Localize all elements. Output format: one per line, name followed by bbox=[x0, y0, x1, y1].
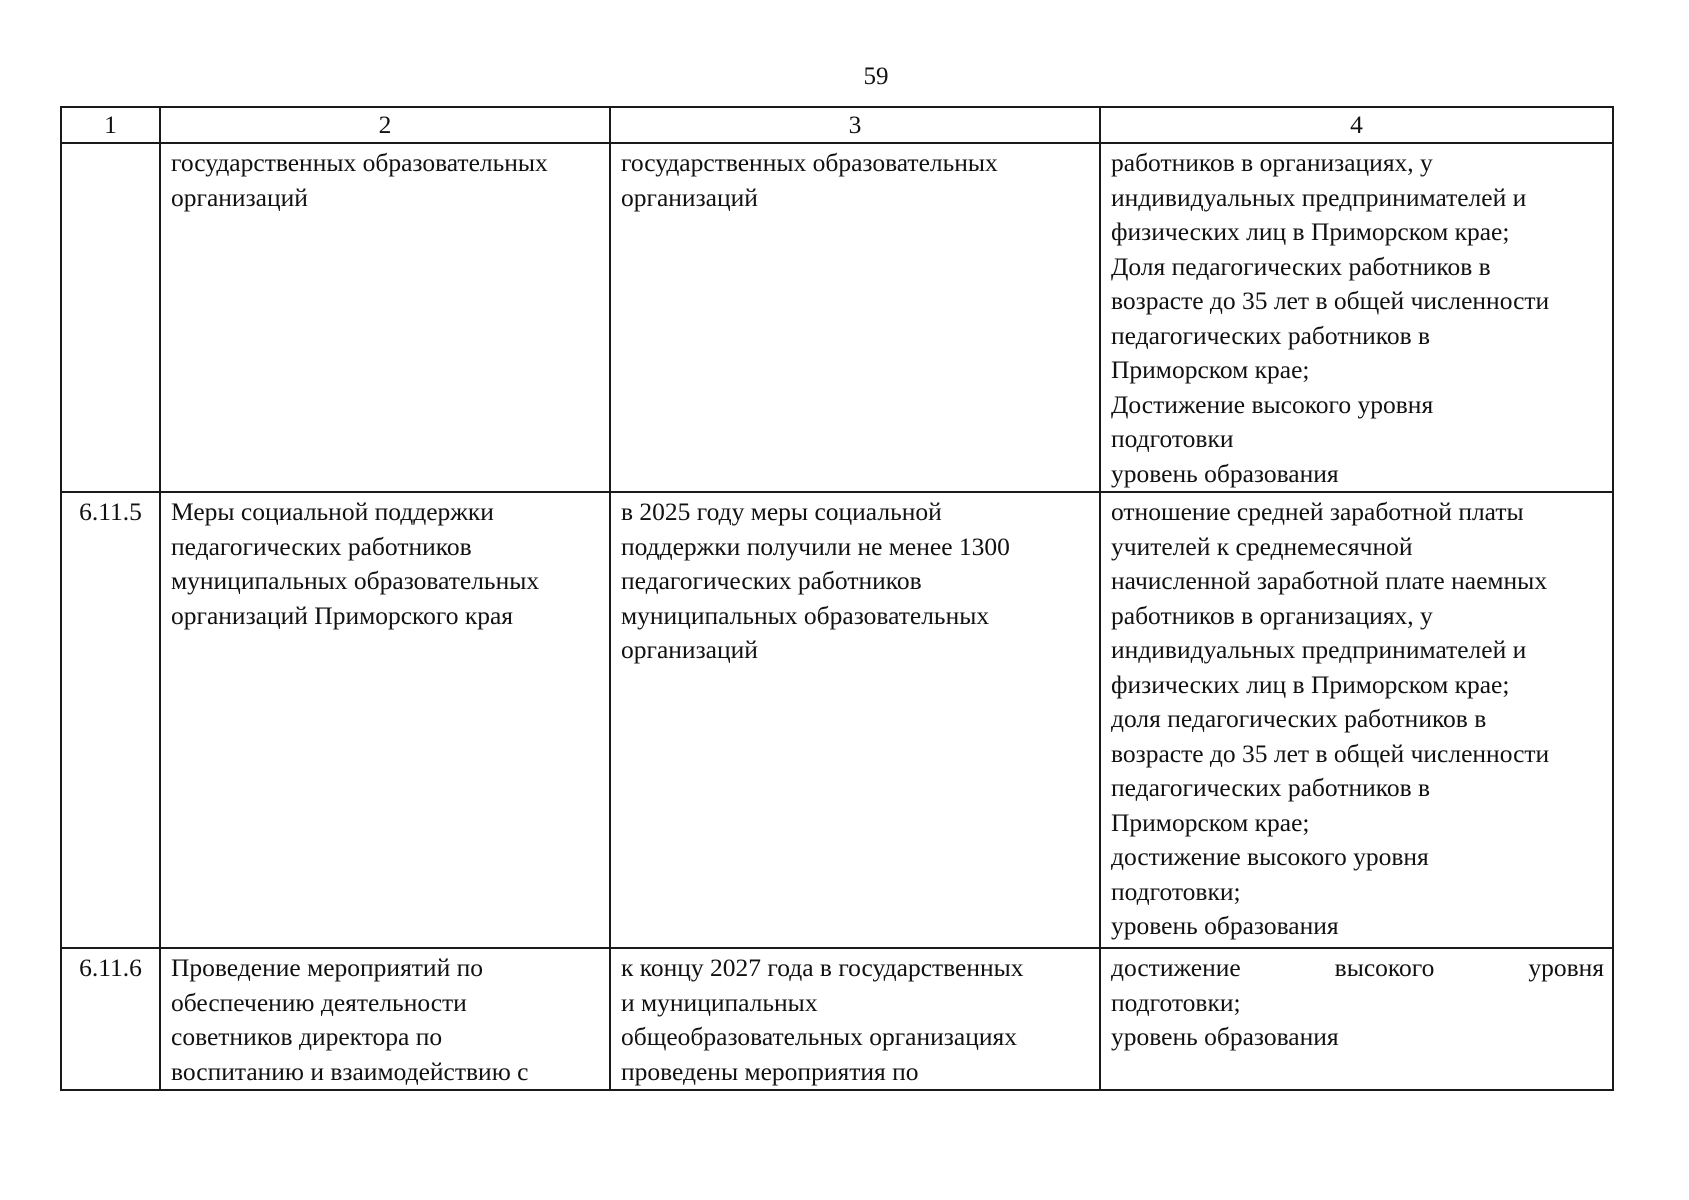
indicator-cell: работников в организациях, у индивидуальных предпринимателей и физических лиц в Приморском крае; Доля педагогических работников в возрасте до 35 лет в общей численности педагогических работников в Приморском крае; Достижение высокого уровня подготовки уровень образования bbox=[1100, 143, 1613, 492]
measure-name-cell: государственных образовательных организаций bbox=[160, 143, 610, 492]
table-header-row bbox=[61, 107, 1613, 143]
header-cell-3: 3 bbox=[610, 107, 1100, 143]
row-number-cell: 6.11.6 bbox=[61, 948, 160, 1090]
indicator-cell: отношение средней заработной платы учителей к среднемесячной начисленной заработной плате наемных работников в организациях, у индивидуальных предпринимателей и физических лиц в Приморском крае; доля педагогических работников в возрасте до 35 лет в общей численности педагогических работников в Приморском крае; достижение высокого уровня подготовки; уровень образования bbox=[1100, 492, 1613, 948]
header-cell-2: 2 bbox=[160, 107, 610, 143]
table-row bbox=[61, 948, 1613, 1090]
measure-name-cell: Меры социальной поддержки педагогических работников муниципальных образовательных организаций Приморского края bbox=[160, 492, 610, 948]
expected-result-cell: государственных образовательных организаций bbox=[610, 143, 1100, 492]
header-cell-4: 4 bbox=[1100, 107, 1613, 143]
page-number: 59 bbox=[863, 63, 889, 90]
measures-table bbox=[60, 106, 1614, 1091]
header-cell-1: 1 bbox=[61, 107, 160, 143]
indicator-cell: достижение высокого уровня подготовки; уровень образования bbox=[1100, 948, 1613, 1090]
expected-result-cell: в 2025 году меры социальной поддержки получили не менее 1300 педагогических работников муниципальных образовательных организаций bbox=[610, 492, 1100, 948]
row-number-cell: 6.11.5 bbox=[61, 492, 160, 948]
expected-result-cell: к концу 2027 года в государственных и муниципальных общеобразовательных организациях проведены мероприятия по bbox=[610, 948, 1100, 1090]
row-number-cell bbox=[61, 143, 160, 492]
table-row bbox=[61, 143, 1613, 492]
measure-name-cell: Проведение мероприятий по обеспечению деятельности советников директора по воспитанию и взаимодействию с bbox=[160, 948, 610, 1090]
justified-line: достижение высокого уровня bbox=[1111, 953, 1604, 982]
table-row bbox=[61, 492, 1613, 948]
